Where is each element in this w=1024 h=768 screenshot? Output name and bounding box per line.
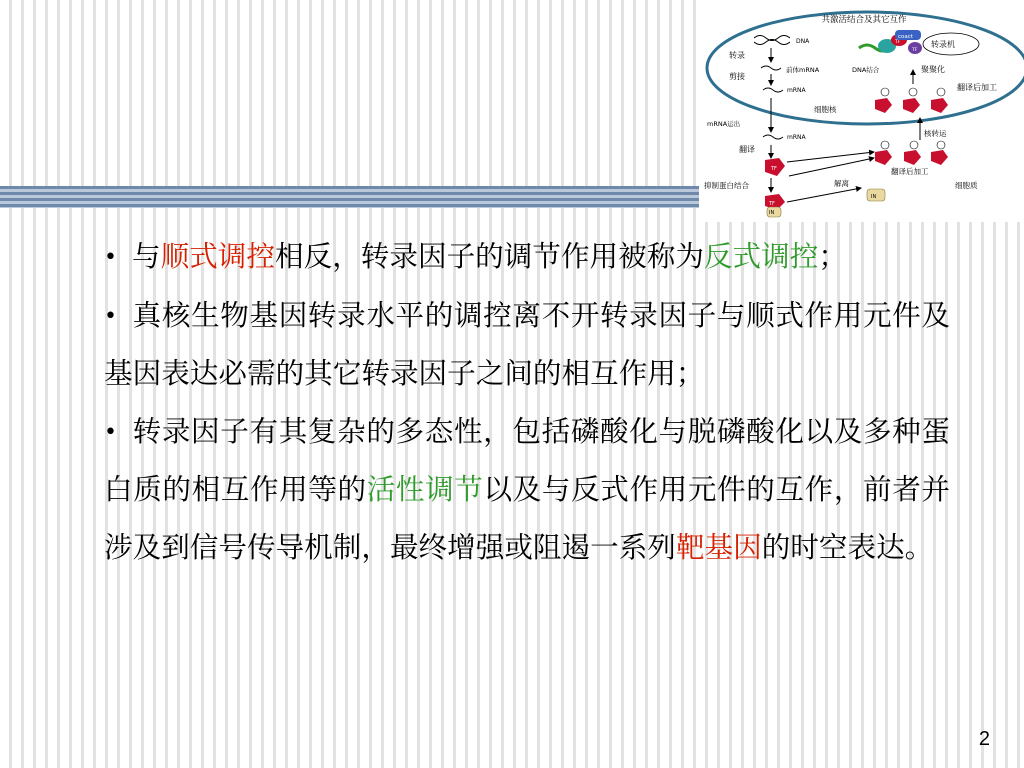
slide-number: 2	[978, 728, 990, 750]
mrna-strand-2	[763, 135, 783, 139]
text-segment: 的时空表达。	[761, 529, 934, 564]
label-pre-mrna: 前体mRNA	[786, 66, 820, 74]
highlight-activity-regulation: 活性调节	[366, 472, 484, 507]
bullet-marker: •	[104, 245, 117, 270]
label-transcription: 转录	[729, 51, 745, 60]
diagram-title: 共激活结合及其它互作	[821, 15, 907, 25]
label-transcription-machinery: 转录机	[931, 40, 955, 49]
label-post-translational-1: 翻译后加工	[957, 83, 997, 92]
text-segment: ；	[818, 239, 847, 273]
svg-text:TF: TF	[912, 48, 918, 53]
label-mrna-export: mRNA运出	[707, 120, 741, 128]
text-segment: 以及与反式作用元件的互作，前者并涉及到信号传导机制，最终增强或阻遏一系列	[104, 472, 950, 564]
label-nucleus: 细胞核	[814, 105, 837, 114]
label-mrna-1: mRNA	[787, 87, 806, 94]
label-inhibitor-binding: 抑制蛋白结合	[704, 181, 749, 190]
label-translation: 翻译	[739, 145, 755, 154]
pre-mrna-strand	[761, 66, 781, 70]
svg-text:IN: IN	[769, 210, 775, 216]
label-dissociation: 解离	[834, 179, 849, 188]
highlight-target-genes: 靶基因	[675, 529, 762, 564]
bullet-paragraph-3	[104, 403, 950, 577]
arrow-dissociation	[787, 188, 861, 202]
dna-binding-complex	[859, 30, 922, 54]
label-mrna-2: mRNA	[787, 134, 806, 141]
text-segment: 转录因子有其复杂的多态性，包括磷酸化与脱磷酸化以及多种蛋白质的相互作用等的	[104, 413, 950, 507]
label-aggregation: 聚聚化	[921, 65, 945, 74]
phosphorylated-tf-cytoplasm	[875, 141, 948, 165]
tf-protein-translated	[765, 158, 785, 176]
svg-text:IN: IN	[871, 194, 877, 200]
label-dna: DNA	[796, 38, 810, 45]
bullet-marker: •	[104, 419, 117, 445]
free-inhibitor	[867, 189, 885, 201]
label-dna-binding: DNA结合	[852, 66, 880, 74]
label-splicing: 剪接	[729, 72, 745, 81]
slide-body	[104, 228, 950, 577]
highlight-cis-regulation: 顺式调控	[160, 239, 275, 273]
svg-text:coact: coact	[898, 34, 913, 40]
gene-regulation-diagram	[699, 0, 1024, 222]
phosphorylated-tf-nucleus	[875, 88, 948, 113]
label-post-translational-2: 翻译后加工	[891, 167, 929, 176]
text-segment: 与	[132, 239, 161, 273]
svg-text:TF: TF	[895, 40, 901, 45]
tf-inhibitor-complex	[765, 194, 785, 217]
bullet-marker: •	[104, 303, 117, 329]
highlight-trans-regulation: 反式调控	[703, 239, 819, 273]
mrna-strand-1	[763, 88, 783, 92]
label-cytoplasm: 细胞质	[955, 181, 978, 190]
diagram-canvas	[699, 0, 1024, 222]
text-segment: 真核生物基因转录水平的调控离不开转录因子与顺式作用元件及基因表达必需的其它转录因子之间的相互作用；	[104, 297, 950, 391]
header-stripe-band	[0, 186, 700, 208]
bullet-paragraph-2	[104, 287, 950, 403]
text-segment: 相反，转录因子的调节作用被称为	[275, 239, 704, 273]
svg-text:TF: TF	[771, 166, 777, 172]
svg-text:TF: TF	[769, 201, 775, 207]
bullet-paragraph-1	[104, 228, 950, 287]
label-nuclear-transport: 核转运	[924, 129, 947, 138]
